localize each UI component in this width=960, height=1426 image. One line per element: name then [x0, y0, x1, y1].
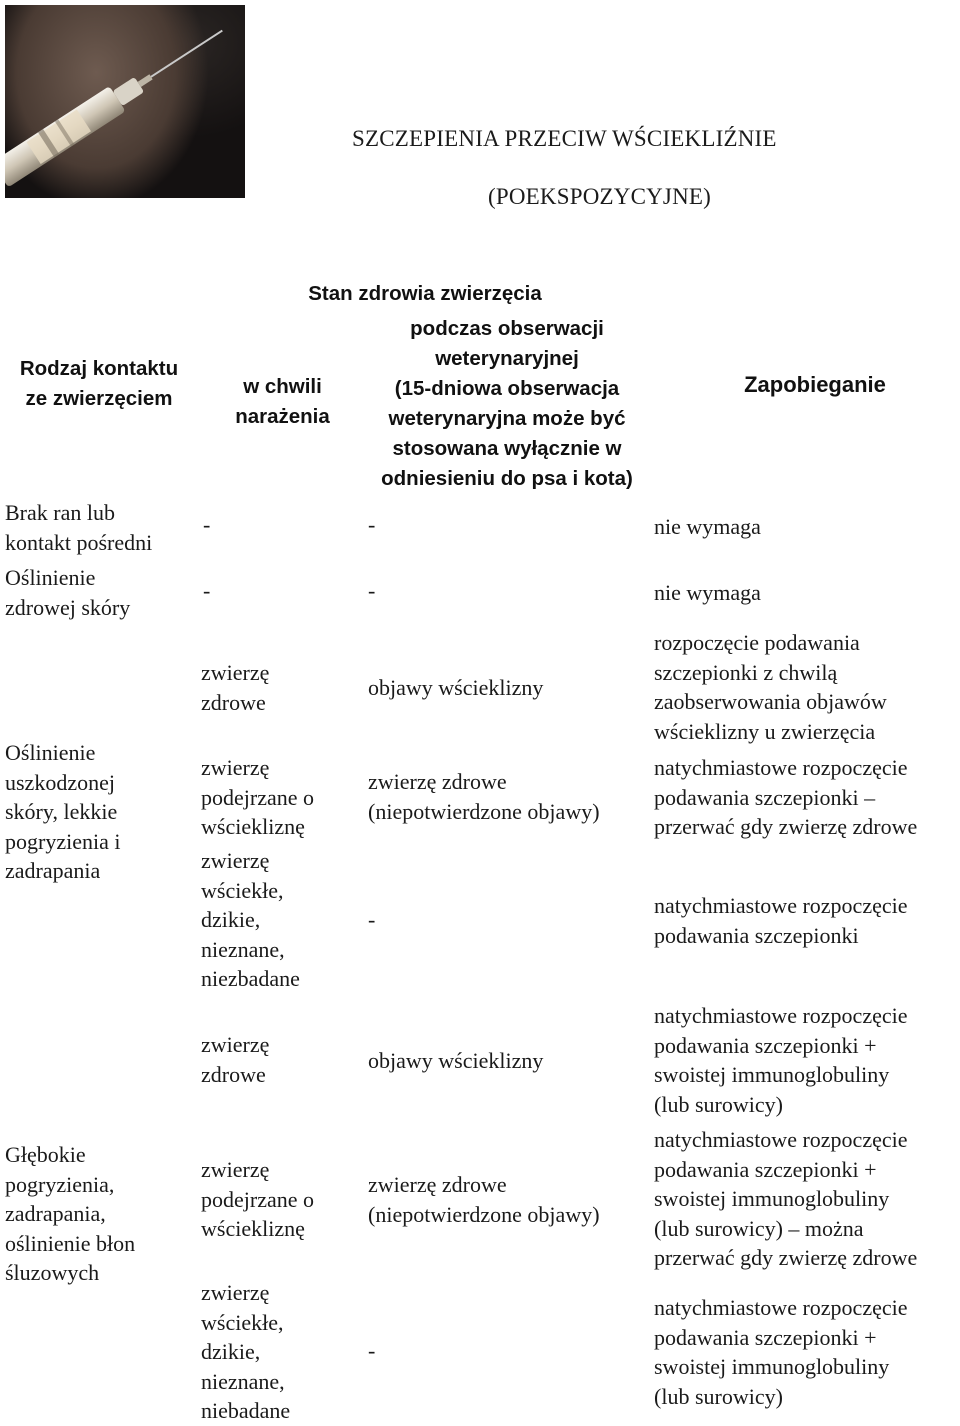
row4a-prevention: natychmiastowe rozpoczęcie podawania szczepionki + swoistej immunoglobuliny (lub surowicy) [654, 1003, 908, 1117]
header-during-observation: podczas obserwacji weterynaryjnej (15-dniowa obserwacja weterynaryjna może być stosowana wyłącznie w odniesieniu do psa i kota) [381, 317, 633, 490]
row4c-observation: - [368, 1338, 376, 1363]
row3c-observation: - [368, 907, 376, 932]
row3b-at-exposure: zwierzę podejrzane o wściekliznę [201, 755, 314, 839]
row3c-prevention: natychmiastowe rozpoczęcie podawania szczepionki [654, 893, 908, 948]
row3a-at-exposure: zwierzę zdrowe [201, 660, 270, 715]
row3a-prevention: rozpoczęcie podawania szczepionki z chwilą zaobserwowania objawów wścieklizny u zwierzęcia [654, 630, 887, 744]
row1-prevention: nie wymaga [654, 514, 761, 539]
row3c-at-exposure: zwierzę wściekłe, dzikie, nieznane, niezbadane [201, 848, 300, 991]
row3b-observation: zwierzę zdrowe (niepotwierdzone objawy) [368, 769, 600, 824]
syringe-icon [5, 5, 245, 198]
row4b-observation: zwierzę zdrowe (niepotwierdzone objawy) [368, 1172, 600, 1227]
row3-contact: Oślinienie uszkodzonej skóry, lekkie pogryzienia i zadrapania [5, 740, 121, 883]
header-contact-type: Rodzaj kontaktu ze zwierzęciem [19, 357, 179, 410]
syringe-photo [5, 5, 245, 198]
row2-at-exposure: - [203, 578, 211, 603]
row4-contact: Głębokie pogryzienia, zadrapania, oślinienie błon śluzowych [5, 1142, 136, 1285]
row4b-prevention: natychmiastowe rozpoczęcie podawania szczepionki + swoistej immunoglobuliny (lub surowicy) – można przerwać gdy zwierzę zdrowe [654, 1127, 918, 1270]
header-at-exposure: w chwili narażenia [235, 375, 330, 428]
row2-contact: Oślinienie zdrowej skóry [5, 565, 131, 620]
row4a-observation: objawy wścieklizny [368, 1048, 544, 1073]
page-title: SZCZEPIENIA PRZECIW WŚCIEKLIŹNIE [352, 126, 777, 151]
page-subtitle: (POEKSPOZYCYJNE) [488, 184, 711, 209]
row4b-at-exposure: zwierzę podejrzane o wściekliznę [201, 1157, 314, 1241]
row2-prevention: nie wymaga [654, 580, 761, 605]
header-prevention: Zapobieganie [744, 372, 886, 397]
row3b-prevention: natychmiastowe rozpoczęcie podawania szczepionki – przerwać gdy zwierzę zdrowe [654, 755, 918, 839]
header-animal-health: Stan zdrowia zwierzęcia [308, 282, 542, 305]
row2-observation: - [368, 578, 376, 603]
row3a-observation: objawy wścieklizny [368, 675, 544, 700]
row4c-prevention: natychmiastowe rozpoczęcie podawania szczepionki + swoistej immunoglobuliny (lub surowicy) [654, 1295, 908, 1409]
row4a-at-exposure: zwierzę zdrowe [201, 1032, 270, 1087]
row1-observation: - [368, 512, 376, 537]
row4c-at-exposure: zwierzę wściekłe, dzikie, nieznane, niebadane [201, 1280, 291, 1423]
row1-at-exposure: - [203, 512, 211, 537]
row1-contact: Brak ran lub kontakt pośredni [5, 500, 153, 555]
